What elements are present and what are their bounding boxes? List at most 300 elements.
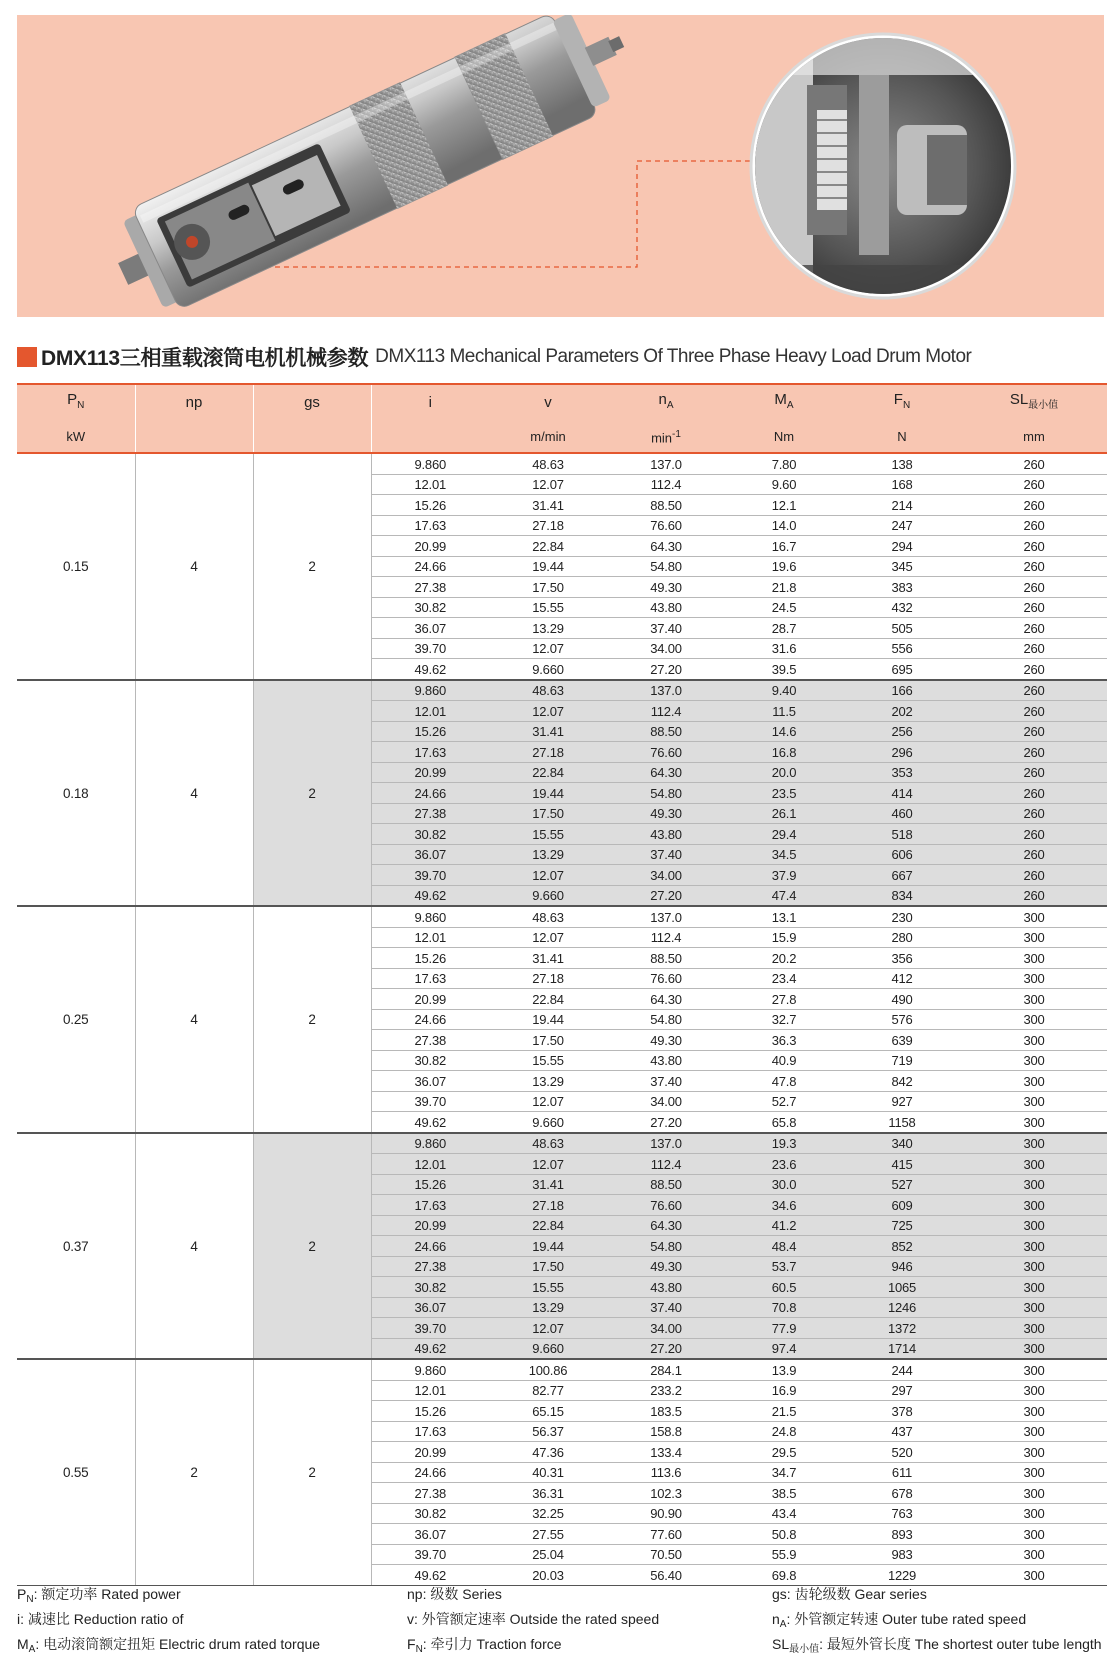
gs-cell: 2 bbox=[253, 680, 371, 907]
fn-cell: 1246 bbox=[843, 1297, 961, 1318]
fn-cell: 437 bbox=[843, 1421, 961, 1442]
sl-cell: 260 bbox=[961, 701, 1107, 722]
ma-cell: 14.6 bbox=[725, 721, 843, 742]
sl-cell: 300 bbox=[961, 1318, 1107, 1339]
gs-cell: 2 bbox=[253, 906, 371, 1133]
fn-cell: 214 bbox=[843, 495, 961, 516]
sl-cell: 300 bbox=[961, 1483, 1107, 1504]
legend-sl: $SL_{最小值}$: 最短外管长度 The shortest outer tube length bbox=[772, 1636, 1102, 1655]
ma-cell: 31.6 bbox=[725, 638, 843, 659]
fn-cell: 527 bbox=[843, 1174, 961, 1195]
unit-na: $\min^{-1}$ bbox=[607, 420, 725, 453]
fn-cell: 256 bbox=[843, 721, 961, 742]
fn-cell: 719 bbox=[843, 1050, 961, 1071]
legend bbox=[17, 1582, 1107, 1657]
i-cell: 20.99 bbox=[371, 536, 489, 557]
ma-cell: 11.5 bbox=[725, 701, 843, 722]
sl-cell: 300 bbox=[961, 1524, 1107, 1545]
i-cell: 9.860 bbox=[371, 1359, 489, 1380]
header-v: v bbox=[489, 384, 607, 420]
i-cell: 9.860 bbox=[371, 680, 489, 701]
v-cell: 9.660 bbox=[489, 1112, 607, 1133]
i-cell: 36.07 bbox=[371, 1297, 489, 1318]
fn-cell: 518 bbox=[843, 824, 961, 845]
sl-cell: 300 bbox=[961, 1297, 1107, 1318]
header-np: np bbox=[135, 384, 253, 420]
table-row bbox=[17, 906, 1107, 927]
i-cell: 36.07 bbox=[371, 618, 489, 639]
sl-cell: 300 bbox=[961, 1401, 1107, 1422]
i-cell: 12.01 bbox=[371, 474, 489, 495]
na-cell: 49.30 bbox=[607, 1030, 725, 1051]
header-row-labels bbox=[17, 384, 1107, 420]
sl-cell: 260 bbox=[961, 618, 1107, 639]
sl-cell: 300 bbox=[961, 968, 1107, 989]
i-cell: 17.63 bbox=[371, 968, 489, 989]
fn-cell: 946 bbox=[843, 1256, 961, 1277]
fn-cell: 1158 bbox=[843, 1112, 961, 1133]
ma-cell: 38.5 bbox=[725, 1483, 843, 1504]
na-cell: 54.80 bbox=[607, 1236, 725, 1257]
sl-cell: 300 bbox=[961, 1009, 1107, 1030]
i-cell: 15.26 bbox=[371, 721, 489, 742]
v-cell: 22.84 bbox=[489, 536, 607, 557]
ma-cell: 28.7 bbox=[725, 618, 843, 639]
sl-cell: 260 bbox=[961, 474, 1107, 495]
sl-cell: 300 bbox=[961, 989, 1107, 1010]
v-cell: 12.07 bbox=[489, 927, 607, 948]
fn-cell: 244 bbox=[843, 1359, 961, 1380]
v-cell: 20.03 bbox=[489, 1565, 607, 1586]
na-cell: 137.0 bbox=[607, 906, 725, 927]
v-cell: 25.04 bbox=[489, 1544, 607, 1565]
na-cell: 112.4 bbox=[607, 1154, 725, 1175]
v-cell: 19.44 bbox=[489, 783, 607, 804]
fn-cell: 412 bbox=[843, 968, 961, 989]
ma-cell: 16.8 bbox=[725, 742, 843, 763]
ma-cell: 26.1 bbox=[725, 803, 843, 824]
ma-cell: 47.4 bbox=[725, 885, 843, 906]
v-cell: 15.55 bbox=[489, 1277, 607, 1298]
i-cell: 39.70 bbox=[371, 865, 489, 886]
header-fn: $F_N$ bbox=[843, 384, 961, 420]
i-cell: 49.62 bbox=[371, 659, 489, 680]
v-cell: 31.41 bbox=[489, 948, 607, 969]
ma-cell: 55.9 bbox=[725, 1544, 843, 1565]
i-cell: 12.01 bbox=[371, 701, 489, 722]
np-cell: 4 bbox=[135, 453, 253, 680]
i-cell: 20.99 bbox=[371, 762, 489, 783]
na-cell: 64.30 bbox=[607, 536, 725, 557]
v-cell: 22.84 bbox=[489, 989, 607, 1010]
fn-cell: 202 bbox=[843, 701, 961, 722]
sl-cell: 260 bbox=[961, 659, 1107, 680]
i-cell: 9.860 bbox=[371, 453, 489, 474]
ma-cell: 52.7 bbox=[725, 1091, 843, 1112]
legend-gs: gs: 齿轮级数 Gear series bbox=[772, 1586, 927, 1602]
i-cell: 24.66 bbox=[371, 1009, 489, 1030]
na-cell: 88.50 bbox=[607, 1174, 725, 1195]
ma-cell: 23.6 bbox=[725, 1154, 843, 1175]
sl-cell: 300 bbox=[961, 1215, 1107, 1236]
sl-cell: 300 bbox=[961, 1154, 1107, 1175]
v-cell: 27.18 bbox=[489, 968, 607, 989]
ma-cell: 21.8 bbox=[725, 577, 843, 598]
v-cell: 27.18 bbox=[489, 515, 607, 536]
i-cell: 27.38 bbox=[371, 803, 489, 824]
ma-cell: 16.7 bbox=[725, 536, 843, 557]
fn-cell: 138 bbox=[843, 453, 961, 474]
sl-cell: 260 bbox=[961, 844, 1107, 865]
na-cell: 76.60 bbox=[607, 968, 725, 989]
na-cell: 133.4 bbox=[607, 1442, 725, 1463]
table-row bbox=[17, 680, 1107, 701]
na-cell: 27.20 bbox=[607, 885, 725, 906]
legend-fn: $F_N$: 牵引力 Traction force bbox=[407, 1636, 562, 1655]
v-cell: 27.55 bbox=[489, 1524, 607, 1545]
i-cell: 17.63 bbox=[371, 1421, 489, 1442]
na-cell: 90.90 bbox=[607, 1503, 725, 1524]
i-cell: 36.07 bbox=[371, 1524, 489, 1545]
i-cell: 24.66 bbox=[371, 556, 489, 577]
na-cell: 183.5 bbox=[607, 1401, 725, 1422]
i-cell: 30.82 bbox=[371, 597, 489, 618]
v-cell: 12.07 bbox=[489, 701, 607, 722]
i-cell: 27.38 bbox=[371, 1030, 489, 1051]
na-cell: 27.20 bbox=[607, 1112, 725, 1133]
fn-cell: 983 bbox=[843, 1544, 961, 1565]
group-pn-4 bbox=[17, 1359, 1107, 1585]
v-cell: 19.44 bbox=[489, 556, 607, 577]
v-cell: 9.660 bbox=[489, 659, 607, 680]
header-gs: gs bbox=[253, 384, 371, 420]
sl-cell: 260 bbox=[961, 556, 1107, 577]
na-cell: 137.0 bbox=[607, 1133, 725, 1154]
fn-cell: 763 bbox=[843, 1503, 961, 1524]
group-pn-1 bbox=[17, 680, 1107, 907]
header-sl: $SL_{最小值}$ bbox=[961, 384, 1107, 420]
fn-cell: 893 bbox=[843, 1524, 961, 1545]
pn-cell: 0.55 bbox=[17, 1359, 135, 1585]
fn-cell: 378 bbox=[843, 1401, 961, 1422]
legend-row bbox=[17, 1632, 1107, 1657]
fn-cell: 460 bbox=[843, 803, 961, 824]
ma-cell: 14.0 bbox=[725, 515, 843, 536]
i-cell: 24.66 bbox=[371, 1236, 489, 1257]
na-cell: 76.60 bbox=[607, 742, 725, 763]
na-cell: 76.60 bbox=[607, 1195, 725, 1216]
ma-cell: 43.4 bbox=[725, 1503, 843, 1524]
group-pn-0 bbox=[17, 453, 1107, 680]
sl-cell: 300 bbox=[961, 906, 1107, 927]
header-na: $n_A$ bbox=[607, 384, 725, 420]
v-cell: 36.31 bbox=[489, 1483, 607, 1504]
v-cell: 40.31 bbox=[489, 1462, 607, 1483]
sl-cell: 300 bbox=[961, 1030, 1107, 1051]
na-cell: 56.40 bbox=[607, 1565, 725, 1586]
sl-cell: 300 bbox=[961, 1421, 1107, 1442]
na-cell: 113.6 bbox=[607, 1462, 725, 1483]
i-cell: 20.99 bbox=[371, 1442, 489, 1463]
pn-cell: 0.15 bbox=[17, 453, 135, 680]
np-cell: 4 bbox=[135, 1133, 253, 1360]
v-cell: 27.18 bbox=[489, 742, 607, 763]
fn-cell: 356 bbox=[843, 948, 961, 969]
ma-cell: 29.4 bbox=[725, 824, 843, 845]
i-cell: 15.26 bbox=[371, 948, 489, 969]
v-cell: 47.36 bbox=[489, 1442, 607, 1463]
i-cell: 12.01 bbox=[371, 1154, 489, 1175]
pn-cell: 0.25 bbox=[17, 906, 135, 1133]
ma-cell: 36.3 bbox=[725, 1030, 843, 1051]
ma-cell: 24.8 bbox=[725, 1421, 843, 1442]
fn-cell: 639 bbox=[843, 1030, 961, 1051]
i-cell: 49.62 bbox=[371, 1565, 489, 1586]
product-hero-banner bbox=[17, 15, 1104, 317]
ma-cell: 69.8 bbox=[725, 1565, 843, 1586]
sl-cell: 260 bbox=[961, 783, 1107, 804]
i-cell: 27.38 bbox=[371, 1483, 489, 1504]
na-cell: 64.30 bbox=[607, 762, 725, 783]
na-cell: 233.2 bbox=[607, 1380, 725, 1401]
ma-cell: 37.9 bbox=[725, 865, 843, 886]
na-cell: 88.50 bbox=[607, 948, 725, 969]
i-cell: 39.70 bbox=[371, 638, 489, 659]
ma-cell: 32.7 bbox=[725, 1009, 843, 1030]
v-cell: 19.44 bbox=[489, 1236, 607, 1257]
i-cell: 17.63 bbox=[371, 742, 489, 763]
fn-cell: 383 bbox=[843, 577, 961, 598]
i-cell: 9.860 bbox=[371, 906, 489, 927]
na-cell: 284.1 bbox=[607, 1359, 725, 1380]
fn-cell: 520 bbox=[843, 1442, 961, 1463]
gs-cell: 2 bbox=[253, 1133, 371, 1360]
i-cell: 39.70 bbox=[371, 1091, 489, 1112]
sl-cell: 260 bbox=[961, 721, 1107, 742]
i-cell: 27.38 bbox=[371, 577, 489, 598]
na-cell: 37.40 bbox=[607, 1297, 725, 1318]
sl-cell: 300 bbox=[961, 1236, 1107, 1257]
ma-cell: 12.1 bbox=[725, 495, 843, 516]
na-cell: 88.50 bbox=[607, 495, 725, 516]
v-cell: 82.77 bbox=[489, 1380, 607, 1401]
ma-cell: 34.6 bbox=[725, 1195, 843, 1216]
v-cell: 13.29 bbox=[489, 844, 607, 865]
unit-pn: kW bbox=[17, 420, 135, 453]
sl-cell: 300 bbox=[961, 1195, 1107, 1216]
na-cell: 43.80 bbox=[607, 1277, 725, 1298]
i-cell: 30.82 bbox=[371, 1503, 489, 1524]
v-cell: 31.41 bbox=[489, 721, 607, 742]
i-cell: 12.01 bbox=[371, 1380, 489, 1401]
legend-row bbox=[17, 1607, 1107, 1632]
drum-motor-illustration bbox=[17, 15, 1104, 317]
i-cell: 24.66 bbox=[371, 1462, 489, 1483]
fn-cell: 667 bbox=[843, 865, 961, 886]
ma-cell: 77.9 bbox=[725, 1318, 843, 1339]
sl-cell: 300 bbox=[961, 1112, 1107, 1133]
i-cell: 24.66 bbox=[371, 783, 489, 804]
sl-cell: 300 bbox=[961, 1091, 1107, 1112]
unit-gs bbox=[253, 420, 371, 453]
na-cell: 49.30 bbox=[607, 803, 725, 824]
v-cell: 13.29 bbox=[489, 618, 607, 639]
sl-cell: 260 bbox=[961, 597, 1107, 618]
ma-cell: 23.5 bbox=[725, 783, 843, 804]
gs-cell: 2 bbox=[253, 453, 371, 680]
sl-cell: 300 bbox=[961, 1380, 1107, 1401]
fn-cell: 606 bbox=[843, 844, 961, 865]
i-cell: 15.26 bbox=[371, 1174, 489, 1195]
na-cell: 49.30 bbox=[607, 577, 725, 598]
na-cell: 102.3 bbox=[607, 1483, 725, 1504]
ma-cell: 50.8 bbox=[725, 1524, 843, 1545]
legend-row bbox=[17, 1582, 1107, 1607]
sl-cell: 300 bbox=[961, 927, 1107, 948]
fn-cell: 556 bbox=[843, 638, 961, 659]
sl-cell: 260 bbox=[961, 680, 1107, 701]
sl-cell: 300 bbox=[961, 1503, 1107, 1524]
fn-cell: 725 bbox=[843, 1215, 961, 1236]
i-cell: 36.07 bbox=[371, 844, 489, 865]
sl-cell: 300 bbox=[961, 1359, 1107, 1380]
v-cell: 15.55 bbox=[489, 597, 607, 618]
ma-cell: 29.5 bbox=[725, 1442, 843, 1463]
ma-cell: 13.1 bbox=[725, 906, 843, 927]
i-cell: 20.99 bbox=[371, 1215, 489, 1236]
v-cell: 31.41 bbox=[489, 1174, 607, 1195]
ma-cell: 47.8 bbox=[725, 1071, 843, 1092]
v-cell: 22.84 bbox=[489, 1215, 607, 1236]
sl-cell: 300 bbox=[961, 1462, 1107, 1483]
fn-cell: 230 bbox=[843, 906, 961, 927]
fn-cell: 345 bbox=[843, 556, 961, 577]
na-cell: 112.4 bbox=[607, 474, 725, 495]
na-cell: 27.20 bbox=[607, 1338, 725, 1359]
v-cell: 9.660 bbox=[489, 1338, 607, 1359]
na-cell: 49.30 bbox=[607, 1256, 725, 1277]
header-i: i bbox=[371, 384, 489, 420]
sl-cell: 260 bbox=[961, 865, 1107, 886]
title-english: DMX113 Mechanical Parameters Of Three Phase Heavy Load Drum Motor bbox=[375, 346, 972, 367]
na-cell: 43.80 bbox=[607, 824, 725, 845]
unit-sl: mm bbox=[961, 420, 1107, 453]
sl-cell: 300 bbox=[961, 1277, 1107, 1298]
v-cell: 17.50 bbox=[489, 1256, 607, 1277]
na-cell: 77.60 bbox=[607, 1524, 725, 1545]
sl-cell: 300 bbox=[961, 1338, 1107, 1359]
v-cell: 12.07 bbox=[489, 865, 607, 886]
v-cell: 100.86 bbox=[489, 1359, 607, 1380]
v-cell: 12.07 bbox=[489, 1091, 607, 1112]
fn-cell: 415 bbox=[843, 1154, 961, 1175]
sl-cell: 260 bbox=[961, 536, 1107, 557]
na-cell: 37.40 bbox=[607, 1071, 725, 1092]
na-cell: 27.20 bbox=[607, 659, 725, 680]
unit-i bbox=[371, 420, 489, 453]
ma-cell: 9.40 bbox=[725, 680, 843, 701]
v-cell: 13.29 bbox=[489, 1297, 607, 1318]
ma-cell: 48.4 bbox=[725, 1236, 843, 1257]
fn-cell: 432 bbox=[843, 597, 961, 618]
fn-cell: 695 bbox=[843, 659, 961, 680]
i-cell: 15.26 bbox=[371, 1401, 489, 1422]
pn-cell: 0.18 bbox=[17, 680, 135, 907]
sl-cell: 260 bbox=[961, 762, 1107, 783]
sl-cell: 260 bbox=[961, 453, 1107, 474]
na-cell: 112.4 bbox=[607, 701, 725, 722]
fn-cell: 247 bbox=[843, 515, 961, 536]
na-cell: 158.8 bbox=[607, 1421, 725, 1442]
na-cell: 34.00 bbox=[607, 638, 725, 659]
na-cell: 34.00 bbox=[607, 865, 725, 886]
i-cell: 17.63 bbox=[371, 1195, 489, 1216]
na-cell: 34.00 bbox=[607, 1318, 725, 1339]
na-cell: 43.80 bbox=[607, 597, 725, 618]
v-cell: 27.18 bbox=[489, 1195, 607, 1216]
fn-cell: 1065 bbox=[843, 1277, 961, 1298]
ma-cell: 19.6 bbox=[725, 556, 843, 577]
na-cell: 54.80 bbox=[607, 1009, 725, 1030]
ma-cell: 13.9 bbox=[725, 1359, 843, 1380]
sl-cell: 300 bbox=[961, 1174, 1107, 1195]
legend-np: np: 级数 Series bbox=[407, 1586, 502, 1602]
i-cell: 30.82 bbox=[371, 1050, 489, 1071]
fn-cell: 280 bbox=[843, 927, 961, 948]
v-cell: 13.29 bbox=[489, 1071, 607, 1092]
unit-ma: Nm bbox=[725, 420, 843, 453]
ma-cell: 39.5 bbox=[725, 659, 843, 680]
section-title bbox=[17, 340, 1107, 374]
v-cell: 48.63 bbox=[489, 1133, 607, 1154]
legend-i: i: 减速比 Reduction ratio of bbox=[17, 1611, 184, 1627]
sl-cell: 300 bbox=[961, 1071, 1107, 1092]
np-cell: 2 bbox=[135, 1359, 253, 1585]
table-row bbox=[17, 1133, 1107, 1154]
i-cell: 12.01 bbox=[371, 927, 489, 948]
sl-cell: 260 bbox=[961, 515, 1107, 536]
sl-cell: 300 bbox=[961, 1544, 1107, 1565]
na-cell: 37.40 bbox=[607, 844, 725, 865]
v-cell: 32.25 bbox=[489, 1503, 607, 1524]
header-pn: $P_N$ bbox=[17, 384, 135, 420]
gs-cell: 2 bbox=[253, 1359, 371, 1585]
fn-cell: 834 bbox=[843, 885, 961, 906]
table-row bbox=[17, 453, 1107, 474]
v-cell: 15.55 bbox=[489, 1050, 607, 1071]
fn-cell: 297 bbox=[843, 1380, 961, 1401]
i-cell: 9.860 bbox=[371, 1133, 489, 1154]
unit-np bbox=[135, 420, 253, 453]
v-cell: 65.15 bbox=[489, 1401, 607, 1422]
header-ma: $M_A$ bbox=[725, 384, 843, 420]
ma-cell: 7.80 bbox=[725, 453, 843, 474]
fn-cell: 296 bbox=[843, 742, 961, 763]
i-cell: 27.38 bbox=[371, 1256, 489, 1277]
v-cell: 12.07 bbox=[489, 1154, 607, 1175]
fn-cell: 611 bbox=[843, 1462, 961, 1483]
na-cell: 88.50 bbox=[607, 721, 725, 742]
group-pn-2 bbox=[17, 906, 1107, 1133]
fn-cell: 294 bbox=[843, 536, 961, 557]
v-cell: 48.63 bbox=[489, 680, 607, 701]
ma-cell: 34.7 bbox=[725, 1462, 843, 1483]
fn-cell: 678 bbox=[843, 1483, 961, 1504]
fn-cell: 1714 bbox=[843, 1338, 961, 1359]
na-cell: 137.0 bbox=[607, 680, 725, 701]
ma-cell: 70.8 bbox=[725, 1297, 843, 1318]
fn-cell: 168 bbox=[843, 474, 961, 495]
